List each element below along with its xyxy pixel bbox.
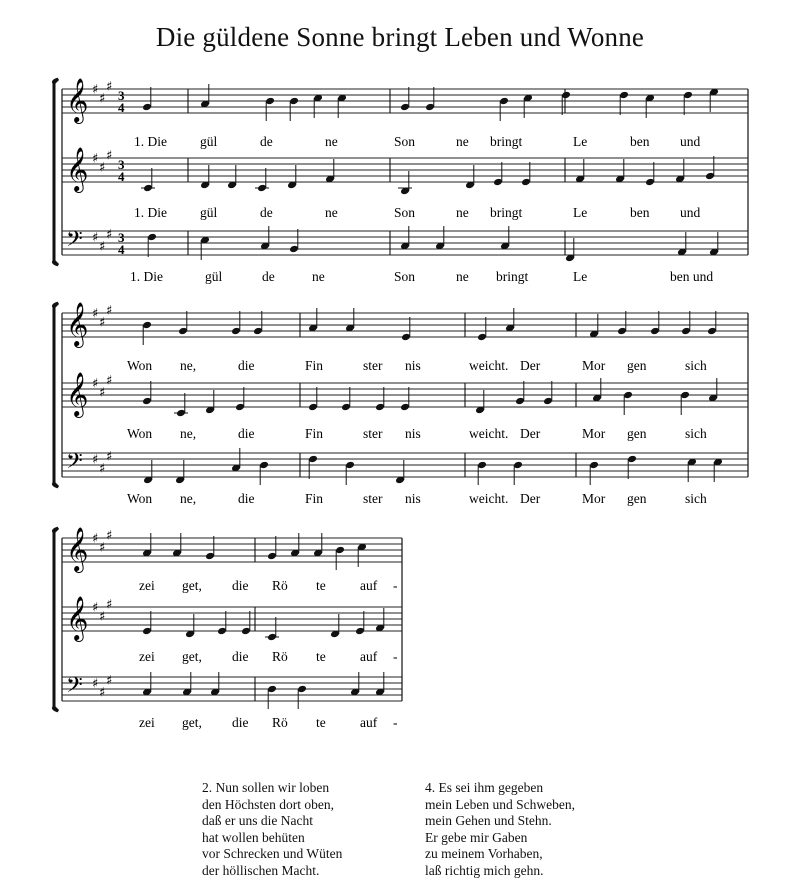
sharp-icon: ♯	[99, 609, 106, 625]
time-signature-denominator: 4	[118, 169, 125, 184]
verse-line: daß er uns die Nacht	[202, 813, 313, 829]
lyric-syllable: bringt	[490, 205, 523, 220]
lyric-syllable: die	[232, 578, 249, 593]
lyric-syllable: Der	[520, 426, 541, 441]
sharp-icon: ♯	[92, 452, 99, 468]
lyric-syllable: weicht.	[469, 491, 509, 506]
lyric-syllable: Won	[127, 426, 153, 441]
sharp-icon: ♯	[106, 373, 113, 389]
lyric-syllable: ne,	[180, 426, 197, 441]
lyric-syllable: Son	[394, 269, 416, 284]
lyric-syllable: Mor	[582, 491, 606, 506]
lyric-syllable: bringt	[496, 269, 529, 284]
lyric-syllable: die	[238, 491, 255, 506]
sharp-icon: ♯	[92, 306, 99, 322]
lyric-syllable: ne	[325, 205, 338, 220]
sharp-icon: ♯	[106, 449, 113, 465]
sharp-icon: ♯	[106, 528, 113, 544]
lyric-syllable: ne	[312, 269, 325, 284]
lyric-syllable: gen	[627, 491, 647, 506]
lyric-syllable: die	[238, 358, 255, 373]
sharp-icon: ♯	[106, 148, 113, 164]
lyric-syllable: Rö	[272, 578, 288, 593]
lyric-syllable: weicht.	[469, 426, 509, 441]
lyric-syllable: de	[260, 205, 273, 220]
lyric-syllable: gül	[205, 269, 223, 284]
verse-2	[202, 780, 342, 880]
lyric-syllable: bringt	[490, 134, 523, 149]
verse-line: vor Schrecken und Wüten	[202, 846, 343, 862]
sharp-icon: ♯	[99, 540, 106, 556]
system-2	[54, 302, 749, 506]
sharp-icon: ♯	[106, 79, 113, 95]
verse-line: mein Gehen und Stehn.	[425, 813, 552, 829]
treble-clef-icon: 𝄞	[66, 527, 89, 571]
lyric-syllable: zei	[139, 649, 155, 664]
bass-clef-icon: 𝄢	[66, 673, 83, 703]
lyric-syllable: te	[316, 578, 326, 593]
verse-line: Er gebe mir Gaben	[425, 829, 528, 845]
lyric-syllable: Fin	[305, 491, 324, 506]
lyric-syllable: auf	[360, 578, 378, 593]
verse-line: laß richtig mich gehn.	[425, 862, 544, 878]
treble-clef-icon: 𝄞	[66, 78, 89, 122]
sharp-icon: ♯	[99, 160, 106, 176]
verse-line: der höllischen Macht.	[202, 862, 320, 878]
verse-line: hat wollen behüten	[202, 829, 305, 845]
sharp-icon: ♯	[99, 461, 106, 477]
staff-1	[62, 527, 402, 593]
verse-line: zu meinem Vorhaben,	[425, 846, 543, 862]
sharp-icon: ♯	[106, 227, 113, 243]
sharp-icon: ♯	[106, 673, 113, 689]
staff-1	[62, 78, 748, 149]
sharp-icon: ♯	[106, 303, 113, 319]
lyric-syllable: te	[316, 649, 326, 664]
lyric-syllable: gen	[627, 426, 647, 441]
lyric-syllable: gül	[200, 134, 218, 149]
lyric-syllable: Der	[520, 491, 541, 506]
sharp-icon: ♯	[92, 82, 99, 98]
lyric-syllable: Fin	[305, 426, 324, 441]
lyric-syllable: ster	[363, 358, 383, 373]
lyric-syllable: die	[238, 426, 255, 441]
sharp-icon: ♯	[106, 597, 113, 613]
lyric-syllable: ne	[456, 205, 469, 220]
sharp-icon: ♯	[92, 151, 99, 167]
score-title: Die güldene Sonne bringt Leben und Wonne	[155, 22, 645, 52]
lyric-syllable: sich	[685, 426, 707, 441]
time-signature-denominator: 4	[118, 100, 125, 115]
lyric-syllable: -	[393, 715, 398, 730]
sharp-icon: ♯	[99, 239, 106, 255]
treble-clef-icon: 𝄞	[66, 147, 89, 191]
lyric-syllable: ster	[363, 491, 383, 506]
staff-3	[62, 226, 748, 284]
lyric-syllable: Le	[573, 134, 588, 149]
lyric-syllable: ben	[630, 134, 650, 149]
lyric-syllable: Fin	[305, 358, 324, 373]
system-1	[54, 78, 749, 284]
lyric-syllable: weicht.	[469, 358, 509, 373]
sharp-icon: ♯	[99, 315, 106, 331]
lyric-syllable: und	[680, 205, 701, 220]
time-signature-numerator: 3	[118, 157, 125, 172]
lyric-syllable: die	[232, 649, 249, 664]
lyric-syllable: Rö	[272, 715, 288, 730]
lyric-syllable: und	[680, 134, 701, 149]
lyric-syllable: Won	[127, 491, 153, 506]
lyric-syllable: ne	[456, 269, 469, 284]
lyric-syllable: ne,	[180, 358, 197, 373]
lyric-syllable: ster	[363, 426, 383, 441]
treble-clef-icon: 𝄞	[66, 596, 89, 640]
staff-3	[62, 448, 748, 506]
lyric-syllable: nis	[405, 358, 421, 373]
lyric-syllable: sich	[685, 358, 707, 373]
sharp-icon: ♯	[99, 685, 106, 701]
lyric-syllable: Son	[394, 134, 416, 149]
lyric-syllable: 1. Die	[134, 205, 167, 220]
lyric-syllable: Der	[520, 358, 541, 373]
lyric-syllable: ne,	[180, 491, 197, 506]
lyric-syllable: -	[393, 649, 398, 664]
lyric-syllable: nis	[405, 491, 421, 506]
bass-clef-icon: 𝄢	[66, 227, 83, 257]
sharp-icon: ♯	[92, 531, 99, 547]
lyric-syllable: Mor	[582, 358, 606, 373]
verse-line: 2. Nun sollen wir loben	[202, 780, 330, 795]
treble-clef-icon: 𝄞	[66, 302, 89, 346]
lyric-syllable: nis	[405, 426, 421, 441]
sharp-icon: ♯	[99, 91, 106, 107]
lyric-syllable: ne	[325, 134, 338, 149]
lyric-syllable: get,	[182, 715, 202, 730]
time-signature-denominator: 4	[118, 242, 125, 257]
lyric-syllable: Won	[127, 358, 153, 373]
lyric-syllable: de	[262, 269, 275, 284]
staff-2	[62, 147, 748, 220]
lyric-syllable: auf	[360, 649, 378, 664]
lyric-syllable: de	[260, 134, 273, 149]
time-signature-numerator: 3	[118, 230, 125, 245]
lyric-syllable: ne	[456, 134, 469, 149]
sharp-icon: ♯	[92, 600, 99, 616]
verse-line: mein Leben und Schweben,	[425, 796, 575, 812]
system-3	[54, 527, 403, 730]
lyric-syllable: te	[316, 715, 326, 730]
lyric-syllable: -	[393, 578, 398, 593]
sharp-icon: ♯	[92, 676, 99, 692]
lyric-syllable: zei	[139, 715, 155, 730]
lyric-syllable: get,	[182, 578, 202, 593]
sharp-icon: ♯	[92, 376, 99, 392]
lyric-syllable: ben und	[670, 269, 714, 284]
staff-3	[62, 672, 402, 730]
lyric-syllable: gen	[627, 358, 647, 373]
lyric-syllable: 1. Die	[130, 269, 163, 284]
system-bracket	[54, 303, 59, 487]
system-bracket	[54, 79, 59, 265]
lyric-syllable: ben	[630, 205, 650, 220]
staff-2	[62, 596, 402, 664]
lyric-syllable: Le	[573, 269, 588, 284]
sharp-icon: ♯	[99, 385, 106, 401]
lyric-syllable: Le	[573, 205, 588, 220]
lyric-syllable: get,	[182, 649, 202, 664]
lyric-syllable: die	[232, 715, 249, 730]
lyric-syllable: 1. Die	[134, 134, 167, 149]
sharp-icon: ♯	[92, 230, 99, 246]
lyric-syllable: sich	[685, 491, 707, 506]
lyric-syllable: auf	[360, 715, 378, 730]
lyric-syllable: Rö	[272, 649, 288, 664]
lyric-syllable: Mor	[582, 426, 606, 441]
verse-line: den Höchsten dort oben,	[202, 796, 334, 812]
lyric-syllable: zei	[139, 578, 155, 593]
verse-line: 4. Es sei ihm gegeben	[425, 780, 544, 795]
verse-4	[425, 780, 575, 880]
bass-clef-icon: 𝄢	[66, 449, 83, 479]
lyric-syllable: gül	[200, 205, 218, 220]
system-bracket	[54, 528, 59, 711]
treble-clef-icon: 𝄞	[66, 372, 89, 416]
staff-2	[62, 372, 748, 441]
lyric-syllable: Son	[394, 205, 416, 220]
time-signature-numerator: 3	[118, 88, 125, 103]
staff-1	[62, 302, 748, 373]
